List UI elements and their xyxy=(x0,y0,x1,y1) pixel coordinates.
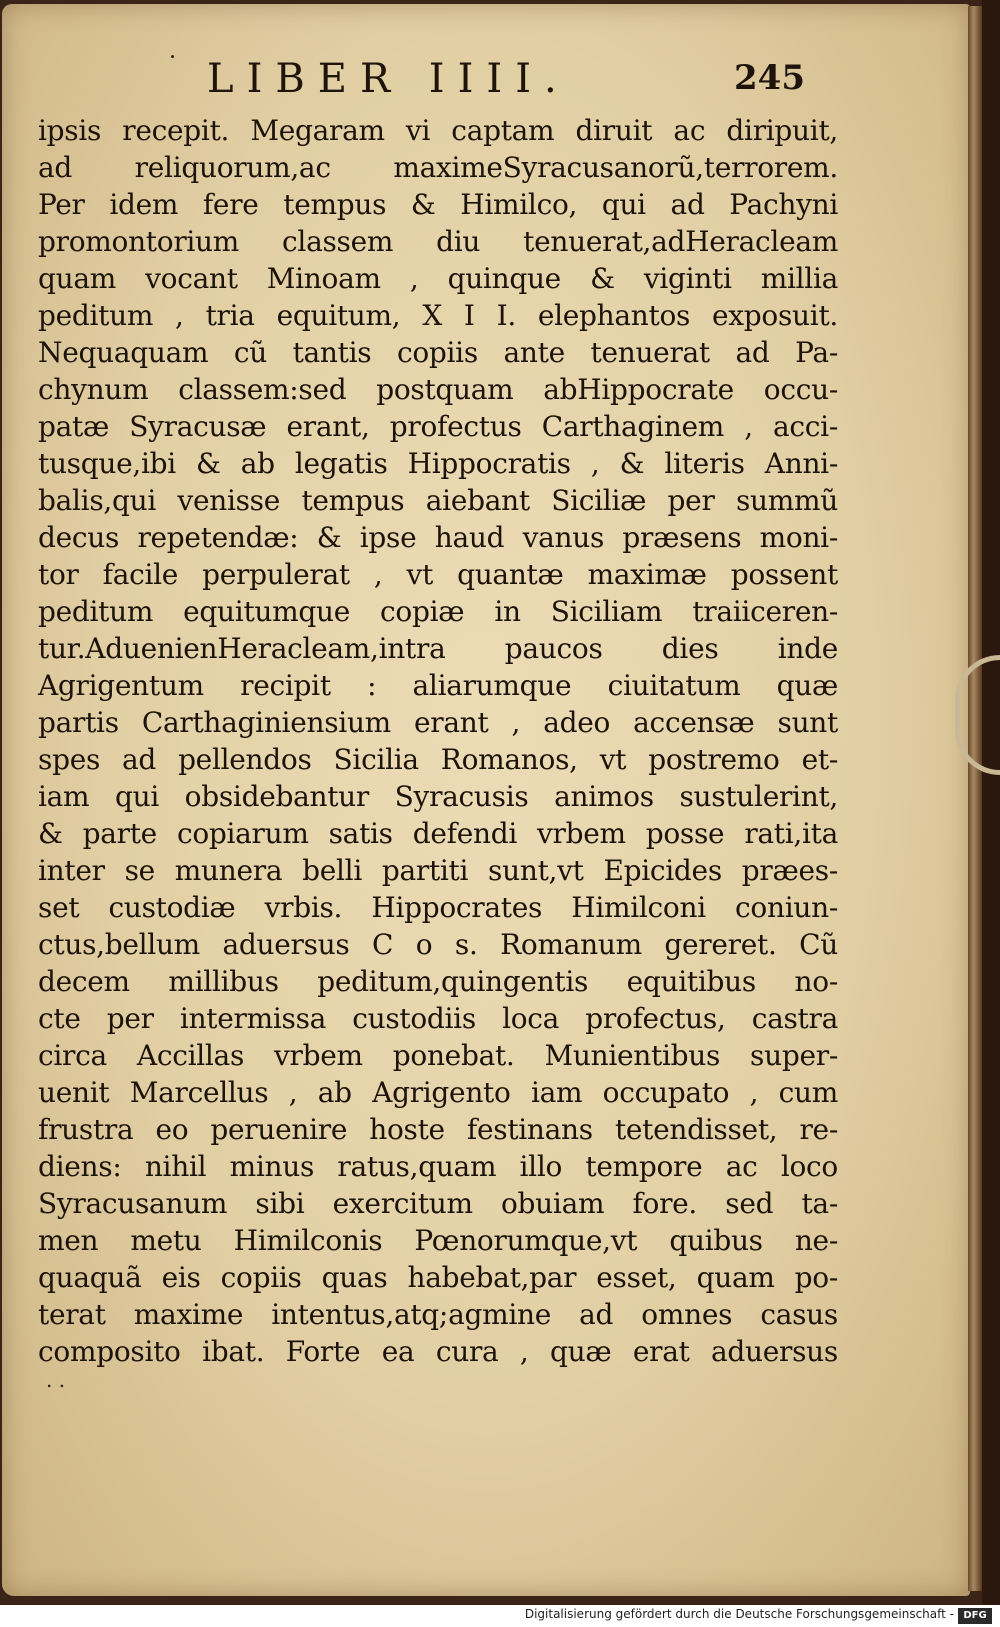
text-line: Syracusanum sibi exercitum obuiam fore. sed ta- xyxy=(38,1187,838,1220)
text-line: ipsis recepit. Megaram vi captam diruit ac diripuit, xyxy=(38,114,838,147)
text-line: men metu Himilconis Pœnorumque,vt quibus ne- xyxy=(38,1224,838,1257)
text-line: Agrigentum recipit : aliarumque ciuitatum quæ xyxy=(38,669,838,702)
text-line: cte per intermissa custodiis loca profectus, castra xyxy=(38,1002,838,1035)
text-line: spes ad pellendos Sicilia Romanos, vt postremo et- xyxy=(38,743,838,776)
text-line: set custodiæ vrbis. Hippocrates Himilconi coniun- xyxy=(38,891,838,924)
text-line: promontorium classem diu tenuerat,adHeracleam xyxy=(38,225,838,258)
header-mark: ˙ xyxy=(166,52,179,82)
running-head: LIBER IIII. xyxy=(207,56,570,102)
text-line: peditum , tria equitum, X I I. elephantos exposuit. xyxy=(38,299,838,332)
page-header xyxy=(2,48,970,108)
text-line: chynum classem:sed postquam abHippocrate occu- xyxy=(38,373,838,406)
text-line: composito ibat. Forte ea cura , quæ erat aduersus xyxy=(38,1335,838,1368)
footer-bar xyxy=(0,1605,1000,1627)
page-number: 245 xyxy=(734,58,805,98)
book-page xyxy=(2,4,970,1596)
page-stack-edge xyxy=(968,6,982,1591)
text-line: diens: nihil minus ratus,quam illo tempore ac loco xyxy=(38,1150,838,1183)
text-line: circa Accillas vrbem ponebat. Munientibus super- xyxy=(38,1039,838,1072)
text-line: frustra eo peruenire hoste festinans tetendisset, re- xyxy=(38,1113,838,1146)
text-line: terat maxime intentus,atq;agmine ad omnes casus xyxy=(38,1298,838,1331)
text-line: decus repetendæ: & ipse haud vanus præsens moni- xyxy=(38,521,838,554)
text-line: & parte copiarum satis defendi vrbem posse rati,ita xyxy=(38,817,838,850)
body-text xyxy=(38,112,838,1390)
text-line: Per idem fere tempus & Himilco, qui ad Pachyni xyxy=(38,188,838,221)
tail-mark: . . xyxy=(46,1368,66,1392)
text-line: quam vocant Minoam , quinque & viginti millia xyxy=(38,262,838,295)
text-line: ctus,bellum aduersus C o s. Romanum gereret. Cũ xyxy=(38,928,838,961)
text-line: balis,qui venisse tempus aiebant Siciliæ per summũ xyxy=(38,484,838,517)
digitization-credit: Digitalisierung gefördert durch die Deutsche Forschungsgemeinschaft - xyxy=(524,1607,954,1621)
book-cover-edge xyxy=(982,0,1000,1605)
text-line: Nequaquam cũ tantis copiis ante tenuerat ad Pa- xyxy=(38,336,838,369)
dfg-logo: DFG xyxy=(958,1608,992,1624)
text-line: tusque,ibi & ab legatis Hippocratis , & literis Anni- xyxy=(38,447,838,480)
text-line: decem millibus peditum,quingentis equitibus no- xyxy=(38,965,838,998)
text-line: iam qui obsidebantur Syracusis animos sustulerint, xyxy=(38,780,838,813)
text-line: tur.AduenienHeracleam,intra paucos dies inde xyxy=(38,632,838,665)
text-line: patæ Syracusæ erant, profectus Carthaginem , acci- xyxy=(38,410,838,443)
text-line: uenit Marcellus , ab Agrigento iam occupato , cum xyxy=(38,1076,838,1109)
text-line: tor facile perpulerat , vt quantæ maximæ possent xyxy=(38,558,838,591)
text-line: ad reliquorum,ac maximeSyracusanorũ,terrorem. xyxy=(38,151,838,184)
text-line: quaquã eis copiis quas habebat,par esset, quam po- xyxy=(38,1261,838,1294)
text-line: inter se munera belli partiti sunt,vt Epicides præes- xyxy=(38,854,838,887)
text-line: peditum equitumque copiæ in Siciliam traiiceren- xyxy=(38,595,838,628)
text-line: partis Carthaginiensium erant , adeo accensæ sunt xyxy=(38,706,838,739)
